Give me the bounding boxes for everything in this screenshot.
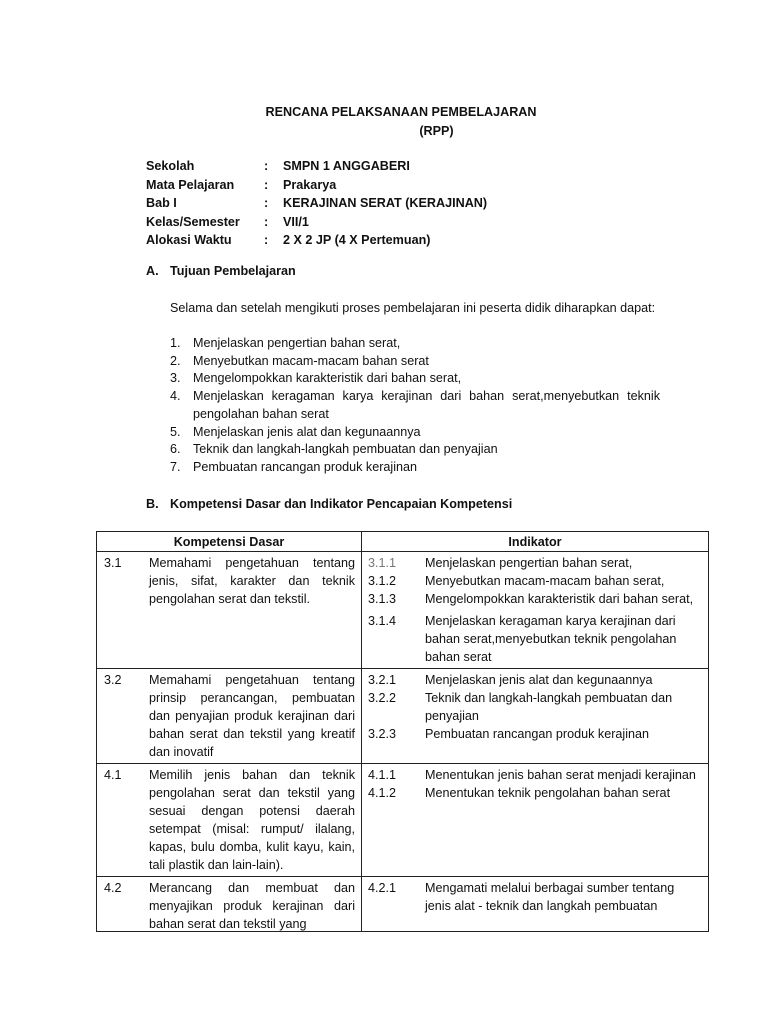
indicator-number: 3.1.1 bbox=[368, 556, 397, 570]
info-value: Prakarya bbox=[283, 177, 337, 192]
info-value: VII/1 bbox=[283, 214, 309, 229]
item-number: 1. bbox=[170, 336, 181, 350]
indicator-cell bbox=[362, 669, 709, 764]
indicator-number: 4.1.2 bbox=[368, 786, 397, 800]
indicator-cell bbox=[362, 877, 709, 932]
section-a-heading bbox=[146, 264, 296, 278]
kd-text: Memilih jenis bahan dan teknik pengolahan serat dan tekstil yang sesuai dengan potensi daerah setempat (misal: rumput/ ilalang, kapas, bulu domba, kulit kayu, kain, tali plastik dan lain-lain). bbox=[149, 768, 355, 872]
section-b-heading bbox=[146, 497, 512, 511]
indicator-cell bbox=[362, 552, 709, 669]
item-number: 5. bbox=[170, 424, 181, 439]
indicator-number: 4.2.1 bbox=[368, 881, 397, 895]
item-number: 2. bbox=[170, 353, 181, 368]
info-label: Sekolah bbox=[146, 159, 195, 173]
competency-table bbox=[96, 531, 709, 932]
indicator-number: 4.1.1 bbox=[368, 768, 397, 782]
indicator-text: Mengelompokkan karakteristik dari bahan serat, bbox=[425, 592, 694, 606]
identity-block bbox=[146, 157, 487, 250]
indicator-text: Menjelaskan keragaman karya kerajinan dari bahan serat,menyebutkan teknik pengolahan bahan serat bbox=[425, 614, 677, 664]
header-indikator: Indikator bbox=[362, 532, 709, 552]
document-title: RENCANA PELAKSANAAN PEMBELAJARAN bbox=[265, 105, 537, 119]
indicator-text: Menentukan teknik pengolahan bahan serat bbox=[425, 786, 671, 800]
indicator-number: 3.2.2 bbox=[368, 691, 397, 705]
list-item bbox=[170, 388, 660, 423]
table-row bbox=[97, 764, 709, 877]
list-item bbox=[170, 370, 660, 388]
section-letter: B. bbox=[146, 497, 159, 511]
list-item bbox=[170, 459, 660, 477]
indicator-item bbox=[362, 725, 708, 743]
item-text: Pembuatan rancangan produk kerajinan bbox=[193, 459, 418, 474]
indicator-item bbox=[362, 766, 708, 784]
kd-number: 4.1 bbox=[104, 768, 122, 782]
info-label: Mata Pelajaran bbox=[146, 177, 235, 192]
document-subtitle: (RPP) bbox=[419, 124, 454, 138]
list-item bbox=[170, 353, 660, 371]
indicator-item bbox=[362, 554, 708, 572]
kd-text: Memahami pengetahuan tentang prinsip perancangan, pembuatan dan penyajian produk kerajinan dari bahan serat dan tekstil yang kreatif dan inovatif bbox=[149, 673, 355, 759]
objectives-list bbox=[170, 335, 660, 477]
info-label: Alokasi Waktu bbox=[146, 233, 232, 247]
info-value: KERAJINAN SERAT (KERAJINAN) bbox=[283, 196, 488, 210]
indicator-number: 3.2.1 bbox=[368, 673, 397, 687]
info-row-sekolah bbox=[146, 157, 487, 176]
item-text: Menyebutkan macam-macam bahan serat bbox=[193, 353, 429, 368]
indicator-text: Menentukan jenis bahan serat menjadi kerajinan bbox=[425, 768, 696, 782]
info-colon: : bbox=[264, 159, 269, 173]
info-row-bab bbox=[146, 194, 487, 213]
table-header-row bbox=[97, 532, 709, 552]
table-row bbox=[97, 877, 709, 932]
item-number: 4. bbox=[170, 389, 181, 404]
section-title: Tujuan Pembelajaran bbox=[170, 264, 296, 278]
indicator-text: Mengamati melalui berbagai sumber tentang jenis alat - teknik dan langkah pembuatan bbox=[425, 881, 675, 913]
item-number: 7. bbox=[170, 459, 181, 474]
indicator-text: Menjelaskan pengertian bahan serat, bbox=[425, 556, 633, 570]
info-label: Bab I bbox=[146, 196, 177, 210]
indicator-number: 3.1.3 bbox=[368, 592, 397, 606]
info-row-alokasi-waktu bbox=[146, 231, 487, 250]
kd-cell bbox=[97, 669, 362, 764]
list-item bbox=[170, 335, 660, 353]
info-colon: : bbox=[264, 214, 269, 229]
indicator-item bbox=[362, 671, 708, 689]
item-number: 6. bbox=[170, 442, 181, 457]
indicator-text: Menjelaskan jenis alat dan kegunaannya bbox=[425, 673, 653, 687]
kd-cell bbox=[97, 764, 362, 877]
table-row bbox=[97, 669, 709, 764]
indicator-item bbox=[362, 879, 708, 915]
kd-text: Memahami pengetahuan tentang jenis, sifat, karakter dan teknik pengolahan serat dan tekstil. bbox=[149, 556, 355, 606]
indicator-item bbox=[362, 689, 708, 725]
item-text: Menjelaskan jenis alat dan kegunaannya bbox=[193, 424, 421, 439]
section-title: Kompetensi Dasar dan Indikator Pencapaian Kompetensi bbox=[170, 497, 513, 511]
indicator-item bbox=[362, 590, 708, 608]
item-number: 3. bbox=[170, 371, 181, 386]
info-row-mata-pelajaran bbox=[146, 176, 487, 195]
item-text: Teknik dan langkah-langkah pembuatan dan penyajian bbox=[193, 442, 498, 457]
kd-cell bbox=[97, 877, 362, 932]
item-text: Menjelaskan keragaman karya kerajinan dari bahan serat,menyebutkan teknik pengolahan bahan serat bbox=[193, 389, 660, 421]
indicator-text: Pembuatan rancangan produk kerajinan bbox=[425, 727, 650, 741]
info-value: SMPN 1 ANGGABERI bbox=[283, 159, 410, 173]
indicator-number: 3.2.3 bbox=[368, 727, 397, 741]
indicator-cell bbox=[362, 764, 709, 877]
indicator-item bbox=[362, 572, 708, 590]
info-row-kelas-semester bbox=[146, 213, 487, 232]
objectives-intro: Selama dan setelah mengikuti proses pembelajaran ini peserta didik diharapkan dapat: bbox=[170, 301, 656, 315]
list-item bbox=[170, 441, 660, 459]
info-label: Kelas/Semester bbox=[146, 214, 240, 229]
kd-number: 3.1 bbox=[104, 556, 122, 570]
kd-cell bbox=[97, 552, 362, 669]
info-colon: : bbox=[264, 196, 269, 210]
table-row bbox=[97, 552, 709, 669]
item-text: Menjelaskan pengertian bahan serat, bbox=[193, 336, 401, 350]
indicator-item bbox=[362, 784, 708, 802]
indicator-number: 3.1.2 bbox=[368, 574, 397, 588]
kd-number: 4.2 bbox=[104, 881, 122, 895]
list-item bbox=[170, 424, 660, 442]
indicator-text: Teknik dan langkah-langkah pembuatan dan penyajian bbox=[425, 691, 673, 723]
item-text: Mengelompokkan karakteristik dari bahan serat, bbox=[193, 371, 462, 386]
indicator-item bbox=[362, 612, 708, 666]
kd-text: Merancang dan membuat dan menyajikan produk kerajinan dari bahan serat dan tekstil yang bbox=[149, 881, 355, 931]
section-letter: A. bbox=[146, 264, 159, 278]
indicator-text: Menyebutkan macam-macam bahan serat, bbox=[425, 574, 665, 588]
header-kompetensi-dasar: Kompetensi Dasar bbox=[97, 532, 362, 552]
kd-number: 3.2 bbox=[104, 673, 122, 687]
info-value: 2 X 2 JP (4 X Pertemuan) bbox=[283, 233, 431, 247]
indicator-number: 3.1.4 bbox=[368, 614, 397, 628]
info-colon: : bbox=[264, 233, 269, 247]
info-colon: : bbox=[264, 177, 269, 192]
